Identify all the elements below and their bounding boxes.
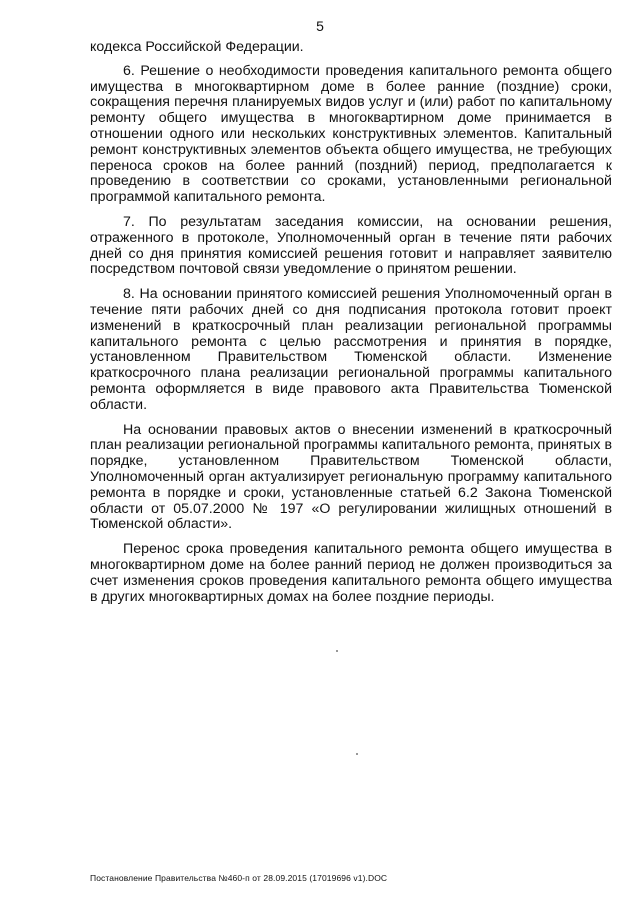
document-body — [90, 40, 612, 614]
scan-speck — [336, 650, 338, 652]
document-footer: Постановление Правительства №460-п от 28.09.2015 (17019696 v1).DOC — [90, 873, 388, 883]
paragraph-8: 8. На основании принятого комиссией решения Уполномоченный орган в течение пяти рабочих дней со дня подписания протокола готовит проект изменений в краткосрочный план реализации региональной программы капитального ремонта с целью рассмотрения и принятия в порядке, установленном Правительством Тюменской области. Изменение краткосрочного плана реализации региональной программы капитального ремонта оформляется в виде правового акта Правительства Тюменской области. — [90, 286, 612, 413]
paragraph-6: 6. Решение о необходимости проведения капитального ремонта общего имущества в многоквартирном доме в более ранние (поздние) сроки, сокращения перечня планируемых видов услуг и (или) работ по капитальному ремонту общего имущества в многоквартирном доме принимается в отношении одного или нескольких конструктивных элементов. Капитальный ремонт конструктивных элементов объекта общего имущества, не требующих переноса сроков на более ранний (поздний) период, предполагается к проведению в соответствии со сроками, установленными региональной программой капитального ремонта. — [90, 62, 612, 206]
scan-speck — [356, 753, 358, 755]
paragraph-legal-acts: На основании правовых актов о внесении изменений в краткосрочный план реализации региональной программы капитального ремонта, принятых в порядке, установленном Правительством Тюменской области, Уполномоченный орган актуализирует региональную программу капитального ремонта в порядке и сроки, установленные статьей 6.2 Закона Тюменской области от 05.07.2000 № 197 «О регулировании жилищных отношений в Тюменской области». — [90, 421, 612, 533]
paragraph-7: 7. По результатам заседания комиссии, на основании решения, отраженного в протоколе, Уполномоченный орган в течение пяти рабочих дней со дня принятия комиссией решения готовит и направляет заявителю посредством почтовой связи уведомление о принятом решении. — [90, 213, 612, 278]
paragraph-transfer: Перенос срока проведения капитального ремонта общего имущества в многоквартирном доме на более ранний период не должен производиться за счет изменения сроков проведения капитального ремонта общего имущества в других многоквартирных домах на более поздние периоды. — [90, 541, 612, 605]
page-number: 5 — [316, 18, 324, 34]
paragraph-continuation: кодекса Российской Федерации. — [90, 39, 304, 55]
